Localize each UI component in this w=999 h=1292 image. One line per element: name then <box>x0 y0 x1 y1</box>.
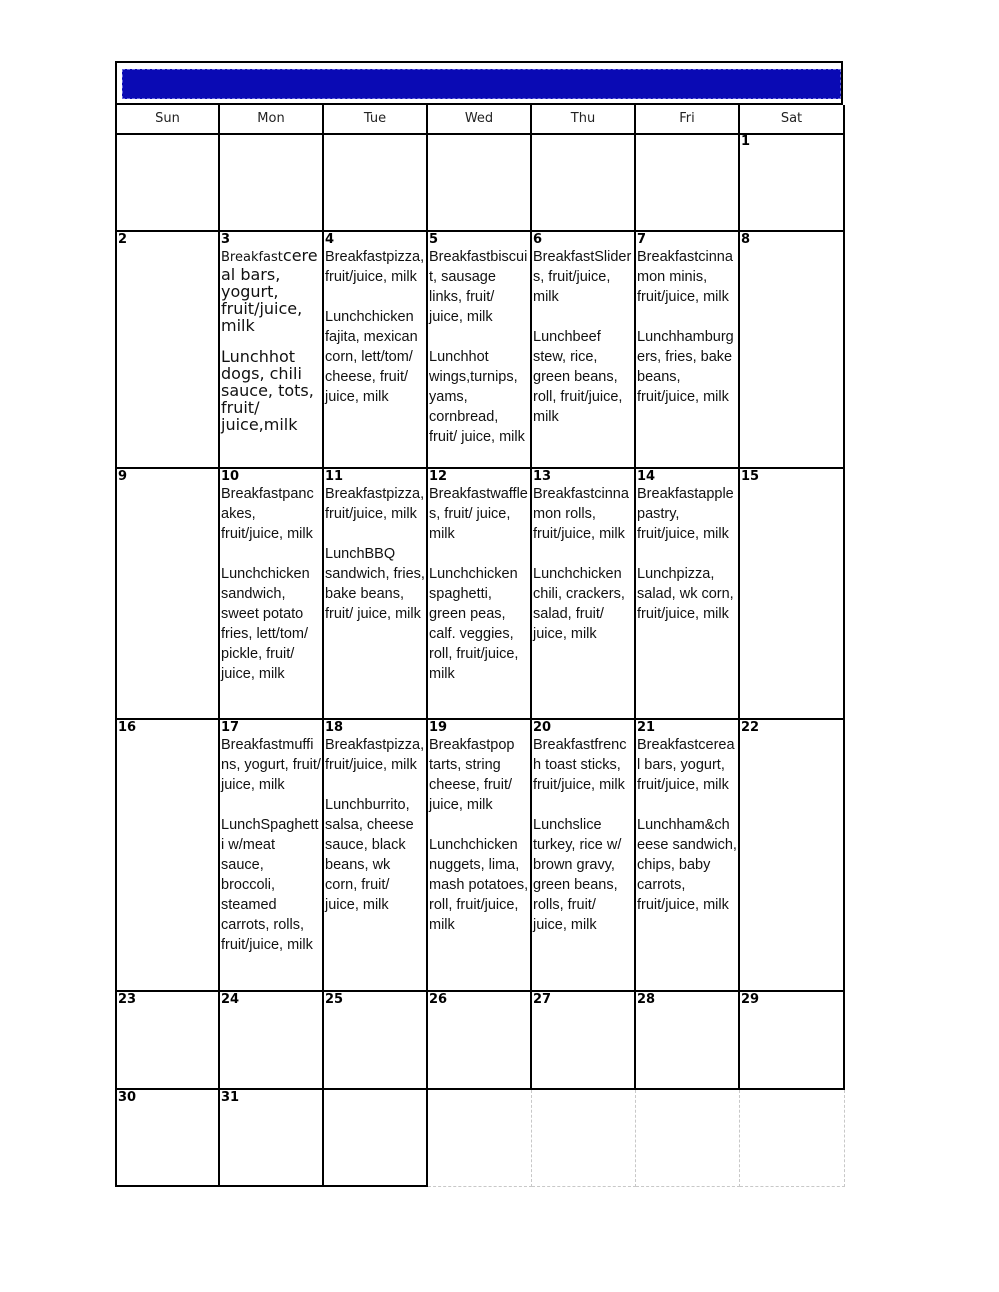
menu-text <box>429 247 529 447</box>
day-number: 12 <box>429 469 448 484</box>
day-number: 22 <box>741 720 760 735</box>
breakfast-menu: BreakfastSliders, fruit/juice, milk <box>533 249 632 305</box>
day-number: 30 <box>118 1090 137 1105</box>
day-number: 21 <box>637 720 656 735</box>
day-cell <box>532 992 636 1090</box>
day-cell <box>324 134 428 232</box>
lunch-menu: Lunchhamburgers, fries, bake beans, fruit/juice, milk <box>637 329 734 405</box>
day-number: 17 <box>221 720 240 735</box>
day-cell <box>532 469 636 720</box>
breakfast-menu: Breakfastcinnamon minis, fruit/juice, milk <box>637 249 733 305</box>
day-number: 23 <box>118 992 137 1007</box>
week-row <box>115 992 843 1090</box>
week-row <box>115 134 843 232</box>
day-cell <box>428 469 532 720</box>
lunch-menu: Lunchchicken spaghetti, green peas, calf. veggies, roll, fruit/juice, milk <box>429 566 519 682</box>
breakfast-menu: Breakfastmuffins, yogurt, fruit/ juice, milk <box>221 737 321 793</box>
day-cell <box>636 992 740 1090</box>
calendar <box>115 61 843 1187</box>
weekday-thu: Thu <box>532 105 636 135</box>
day-number: 3 <box>221 232 231 247</box>
day-cell <box>428 720 532 992</box>
day-number: 13 <box>533 469 552 484</box>
breakfast-menu: Breakfastpancakes, fruit/juice, milk <box>221 486 314 542</box>
day-cell <box>324 992 428 1090</box>
menu-text <box>533 735 633 935</box>
menu-text <box>325 484 425 624</box>
week-row <box>115 720 843 992</box>
day-cell <box>324 232 428 469</box>
month-banner <box>115 61 843 103</box>
day-number: 29 <box>741 992 760 1007</box>
week-row <box>115 232 843 469</box>
menu-text <box>325 735 425 915</box>
empty-cell <box>740 1090 845 1187</box>
empty-cell <box>532 1090 636 1187</box>
breakfast-menu: Breakfastpizza, fruit/juice, milk <box>325 486 425 522</box>
day-number: 9 <box>118 469 128 484</box>
day-number: 20 <box>533 720 552 735</box>
day-number: 4 <box>325 232 335 247</box>
day-number: 10 <box>221 469 240 484</box>
day-number: 15 <box>741 469 760 484</box>
weekday-fri: Fri <box>636 105 740 135</box>
day-cell <box>636 134 740 232</box>
menu-text <box>533 247 633 427</box>
day-cell <box>740 232 845 469</box>
menu-text <box>637 735 737 915</box>
day-number: 2 <box>118 232 128 247</box>
day-cell <box>117 1090 220 1187</box>
menu-text <box>429 484 529 684</box>
day-cell <box>740 134 845 232</box>
day-cell <box>532 232 636 469</box>
day-cell <box>740 992 845 1090</box>
breakfast-menu: Breakfastbiscuit, sausage links, fruit/ juice, milk <box>429 249 528 325</box>
day-cell <box>428 992 532 1090</box>
day-number: 7 <box>637 232 647 247</box>
lunch-menu: Lunchchicken sandwich, sweet potato fries, lett/tom/ pickle, fruit/ juice, milk <box>221 566 310 682</box>
day-cell <box>117 992 220 1090</box>
breakfast-menu: Breakfastwaffles, fruit/ juice, milk <box>429 486 528 542</box>
day-number: 18 <box>325 720 344 735</box>
empty-cell <box>428 1090 532 1187</box>
banner-fill <box>122 69 841 99</box>
breakfast-label: Breakfast <box>221 250 283 265</box>
weekday-sun: Sun <box>117 105 220 135</box>
day-number: 16 <box>118 720 137 735</box>
breakfast-menu: cereal bars, yogurt, fruit/juice, milk <box>221 246 318 335</box>
lunch-menu: Lunchpizza, salad, wk corn, fruit/juice, milk <box>637 566 734 622</box>
weekday-wed: Wed <box>428 105 532 135</box>
day-cell <box>117 469 220 720</box>
day-number: 8 <box>741 232 751 247</box>
day-number: 11 <box>325 469 344 484</box>
lunch-menu: LunchBBQ sandwich, fries, bake beans, fruit/ juice, milk <box>325 546 425 622</box>
week-row <box>115 469 843 720</box>
day-cell <box>220 1090 324 1187</box>
day-cell <box>220 469 324 720</box>
day-cell <box>220 992 324 1090</box>
day-cell <box>532 720 636 992</box>
lunch-menu: Lunchhot dogs, chili sauce, tots, fruit/ juice,milk <box>221 347 314 434</box>
day-number: 26 <box>429 992 448 1007</box>
day-cell <box>324 469 428 720</box>
menu-text <box>221 735 321 955</box>
day-number: 6 <box>533 232 543 247</box>
breakfast-menu: Breakfastcinnamon rolls, fruit/juice, milk <box>533 486 629 542</box>
day-number: 27 <box>533 992 552 1007</box>
lunch-menu: Lunchbeef stew, rice, green beans, roll, fruit/juice, milk <box>533 329 623 425</box>
lunch-menu: Lunchslice turkey, rice w/ brown gravy, green beans, rolls, fruit/ juice, milk <box>533 817 622 933</box>
breakfast-menu: Breakfastfrench toast sticks, fruit/juice, milk <box>533 737 627 793</box>
menu-text <box>429 735 529 935</box>
day-cell <box>428 232 532 469</box>
day-cell <box>220 232 324 469</box>
weekday-mon: Mon <box>220 105 324 135</box>
breakfast-menu: Breakfastpizza, fruit/juice, milk <box>325 249 425 285</box>
week-row <box>115 1090 843 1187</box>
day-cell <box>636 469 740 720</box>
day-number: 14 <box>637 469 656 484</box>
menu-text <box>221 484 321 684</box>
menu-text <box>221 247 321 433</box>
day-cell <box>220 720 324 992</box>
day-cell <box>117 134 220 232</box>
day-cell <box>220 134 324 232</box>
day-cell <box>636 232 740 469</box>
day-number: 25 <box>325 992 344 1007</box>
menu-text <box>637 247 737 407</box>
day-number: 19 <box>429 720 448 735</box>
weekday-tue: Tue <box>324 105 428 135</box>
day-cell <box>324 1090 428 1187</box>
day-number: 5 <box>429 232 439 247</box>
empty-cell <box>636 1090 740 1187</box>
day-number: 24 <box>221 992 240 1007</box>
breakfast-menu: Breakfastpop tarts, string cheese, fruit/ juice, milk <box>429 737 515 813</box>
day-cell <box>740 469 845 720</box>
day-number: 28 <box>637 992 656 1007</box>
day-cell <box>117 720 220 992</box>
lunch-menu: LunchSpaghetti w/meat sauce, broccoli, steamed carrots, rolls, fruit/juice, milk <box>221 817 319 953</box>
lunch-menu: Lunchchicken chili, crackers, salad, fruit/ juice, milk <box>533 566 625 642</box>
day-number: 31 <box>221 1090 240 1105</box>
breakfast-menu: Breakfastpizza, fruit/juice, milk <box>325 737 425 773</box>
menu-text <box>325 247 425 407</box>
lunch-menu: Lunchchicken nuggets, lima, mash potatoes, roll, fruit/juice, milk <box>429 837 529 933</box>
weekday-header <box>115 103 843 134</box>
lunch-menu: Lunchhot wings,turnips, yams, cornbread, fruit/ juice, milk <box>429 349 525 445</box>
menu-text <box>637 484 737 624</box>
day-cell <box>428 134 532 232</box>
day-cell <box>532 134 636 232</box>
weekday-sat: Sat <box>740 105 845 135</box>
lunch-menu: Lunchburrito, salsa, cheese sauce, black beans, wk corn, fruit/ juice, milk <box>325 797 414 913</box>
day-cell <box>117 232 220 469</box>
day-cell <box>636 720 740 992</box>
day-cell <box>324 720 428 992</box>
day-cell <box>740 720 845 992</box>
breakfast-menu: Breakfastapple pastry, fruit/juice, milk <box>637 486 734 542</box>
lunch-menu: Lunchham&cheese sandwich, chips, baby carrots, fruit/juice, milk <box>637 817 737 913</box>
menu-text <box>533 484 633 644</box>
breakfast-menu: Breakfastcereal bars, yogurt, fruit/juice, milk <box>637 737 735 793</box>
lunch-menu: Lunchchicken fajita, mexican corn, lett/tom/ cheese, fruit/ juice, milk <box>325 309 418 405</box>
day-number: 1 <box>741 134 751 149</box>
